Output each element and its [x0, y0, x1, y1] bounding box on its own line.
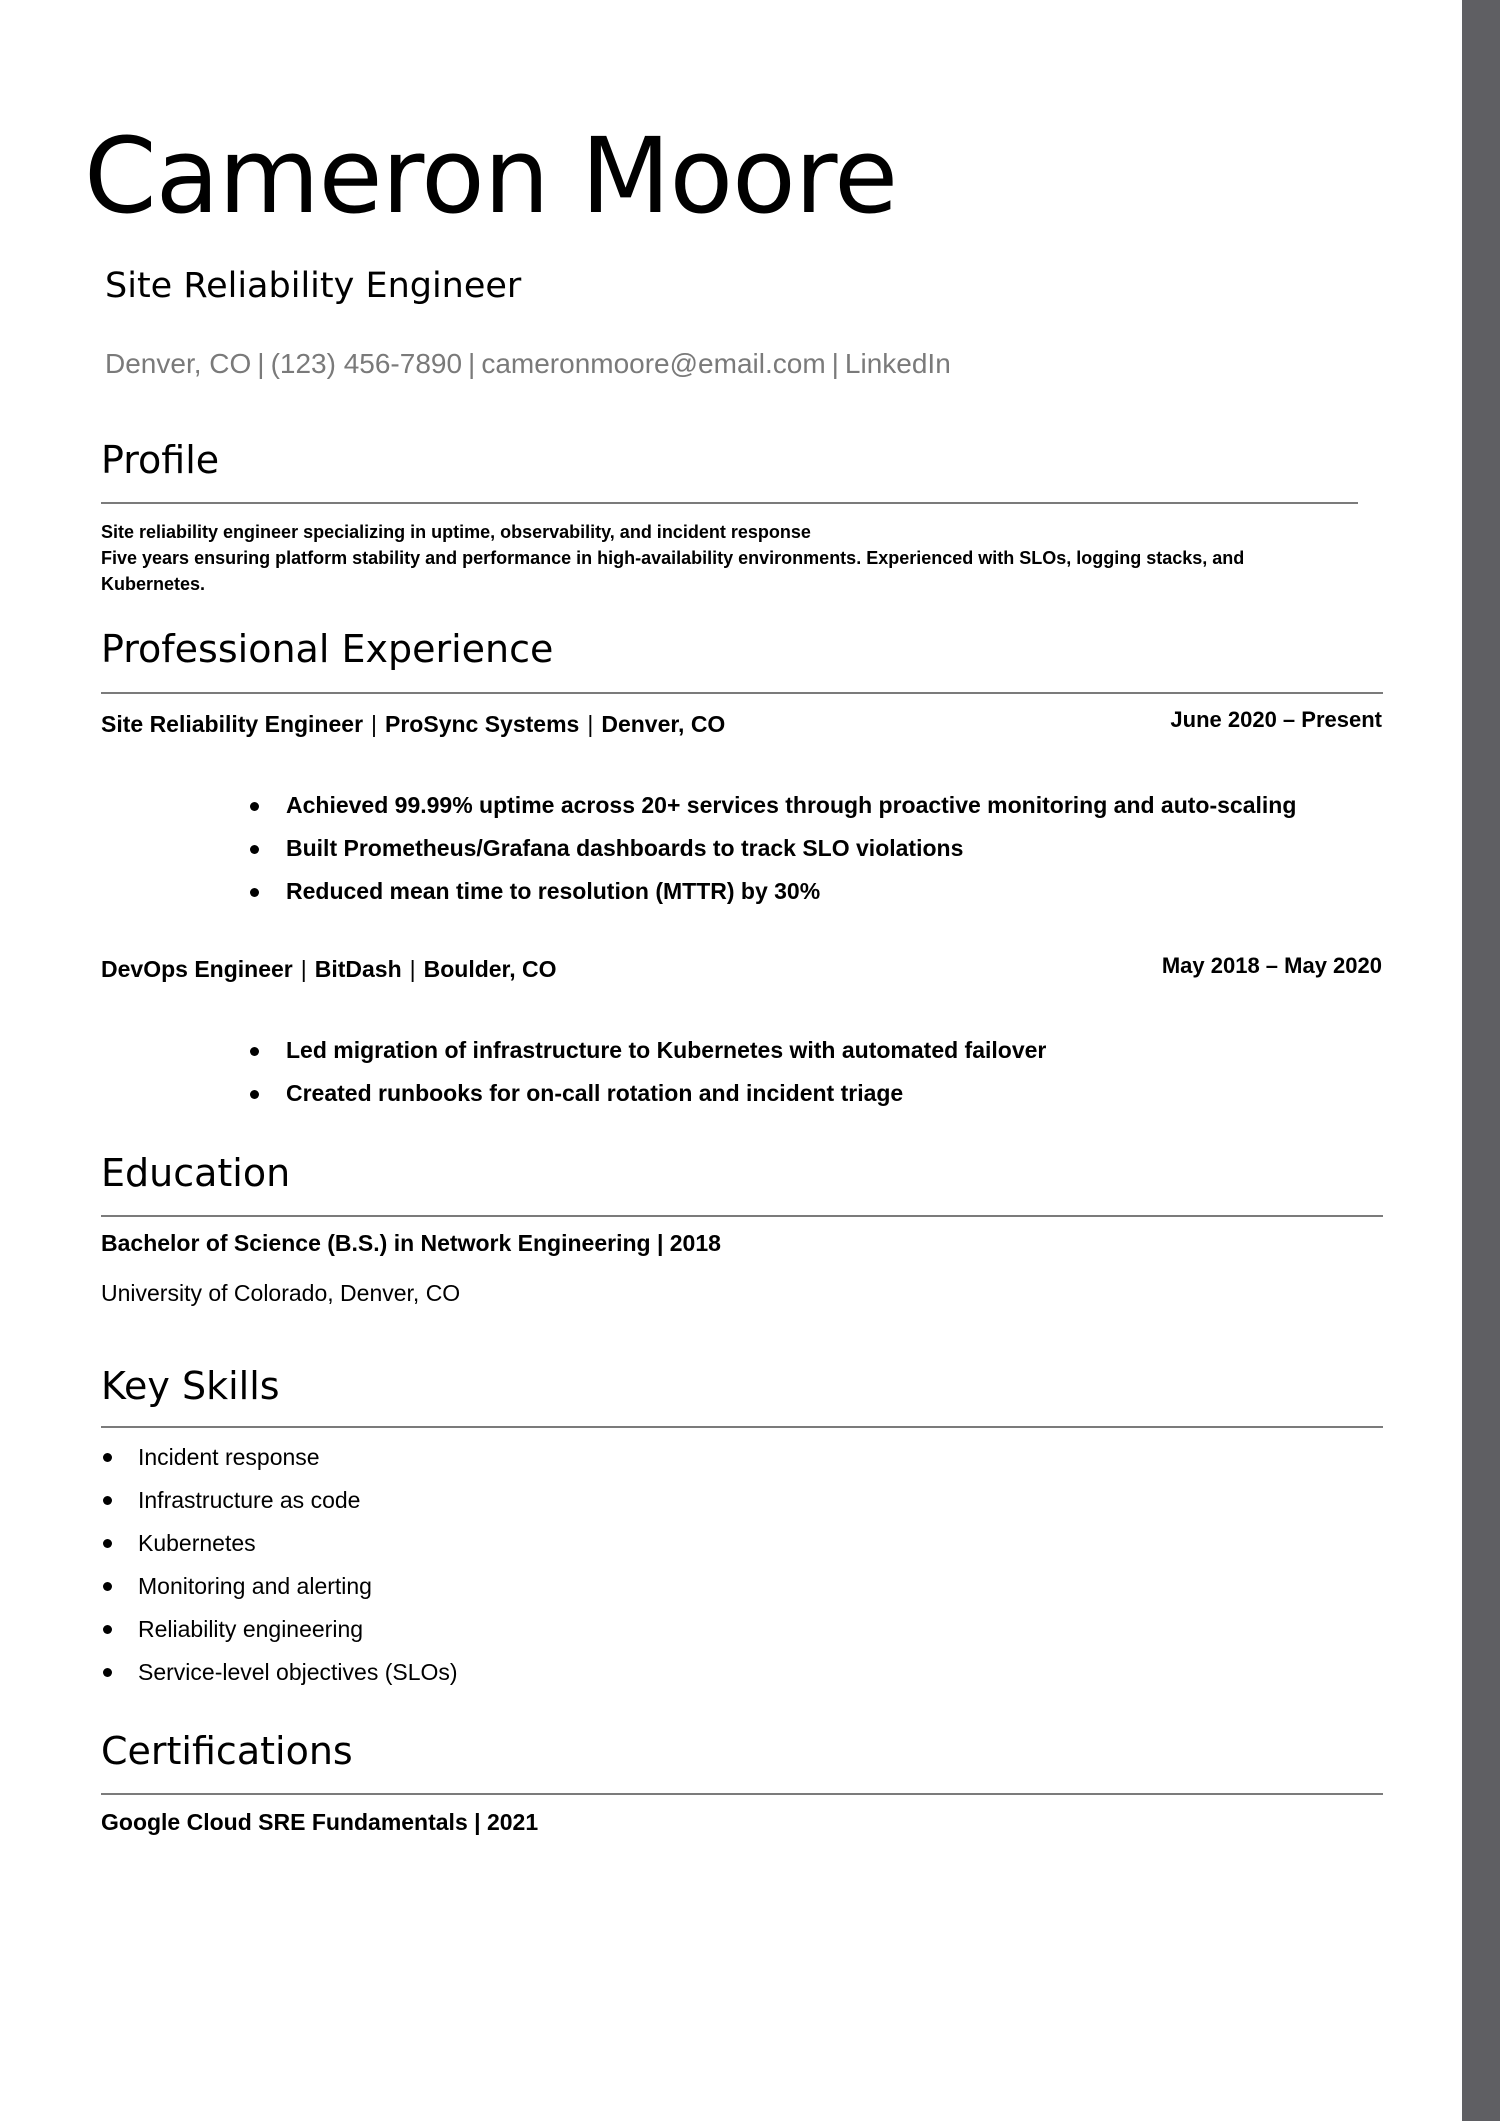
job-separator: |: [587, 711, 594, 737]
profile-summary-line: Site reliability engineer specializing in uptime, observability, and incident response: [101, 522, 811, 542]
contact-linkedin-link[interactable]: LinkedIn: [844, 348, 951, 379]
job-separator: |: [371, 711, 378, 737]
contact-separator: |: [468, 348, 476, 379]
skills-list: [101, 1436, 458, 1694]
skill-item: Service-level objectives (SLOs): [101, 1651, 458, 1694]
section-divider: [101, 692, 1383, 694]
candidate-title: Site Reliability Engineer: [105, 266, 522, 306]
skill-item: Monitoring and alerting: [101, 1565, 458, 1608]
contact-location: Denver, CO: [105, 348, 252, 379]
education-degree: Bachelor of Science (B.S.) in Network Engineering | 2018: [101, 1230, 721, 1256]
profile-summary-paragraph: Five years ensuring platform stability and performance in high-availability environments. Experienced with SLOs, logging stacks, and Kubernetes.: [101, 548, 1245, 594]
section-divider: [101, 1793, 1383, 1795]
education-school: University of Colorado, Denver, CO: [101, 1280, 461, 1306]
job-company: BitDash: [314, 956, 402, 982]
job-bullets: [246, 784, 1296, 913]
job-dates: June 2020 – Present: [1170, 707, 1382, 732]
job-company: ProSync Systems: [385, 711, 580, 737]
section-divider: [101, 1215, 1383, 1217]
contact-separator: |: [257, 348, 265, 379]
skill-item: Incident response: [101, 1436, 458, 1479]
section-divider: [101, 502, 1358, 504]
job-separator: |: [300, 956, 307, 982]
job-location: Boulder, CO: [423, 956, 557, 982]
job-bullet: Led migration of infrastructure to Kubernetes with automated failover: [246, 1029, 1046, 1072]
contact-separator: |: [831, 348, 839, 379]
job-bullet: Created runbooks for on-call rotation and incident triage: [246, 1072, 1046, 1115]
certification-item: Google Cloud SRE Fundamentals | 2021: [101, 1809, 539, 1835]
job-bullet: Achieved 99.99% uptime across 20+ services through proactive monitoring and auto-scaling: [246, 784, 1296, 827]
section-heading-education: Education: [101, 1151, 291, 1195]
job-bullet: Reduced mean time to resolution (MTTR) by 30%: [246, 870, 1296, 913]
candidate-name: Cameron Moore: [84, 115, 898, 237]
section-divider: [101, 1426, 1383, 1428]
job-location: Denver, CO: [601, 711, 726, 737]
job-header: [101, 713, 725, 736]
section-heading-experience: Professional Experience: [101, 627, 554, 671]
job-dates: May 2018 – May 2020: [1161, 953, 1382, 978]
skill-item: Reliability engineering: [101, 1608, 458, 1651]
section-heading-profile: Profile: [101, 438, 220, 482]
job-bullet: Built Prometheus/Grafana dashboards to track SLO violations: [246, 827, 1296, 870]
contact-phone: (123) 456-7890: [270, 348, 463, 379]
page-edge-scrollbar[interactable]: [1462, 0, 1500, 2121]
section-heading-skills: Key Skills: [101, 1364, 280, 1408]
job-role: Site Reliability Engineer: [101, 711, 364, 737]
contact-line: [105, 350, 951, 378]
profile-summary: [101, 519, 1341, 597]
job-separator: |: [409, 956, 416, 982]
skill-item: Infrastructure as code: [101, 1479, 458, 1522]
job-bullets: [246, 1029, 1046, 1115]
job-header: [101, 958, 557, 981]
skill-item: Kubernetes: [101, 1522, 458, 1565]
contact-email[interactable]: cameronmoore@email.com: [481, 348, 826, 379]
section-heading-certifications: Certifications: [101, 1729, 353, 1773]
job-role: DevOps Engineer: [101, 956, 293, 982]
